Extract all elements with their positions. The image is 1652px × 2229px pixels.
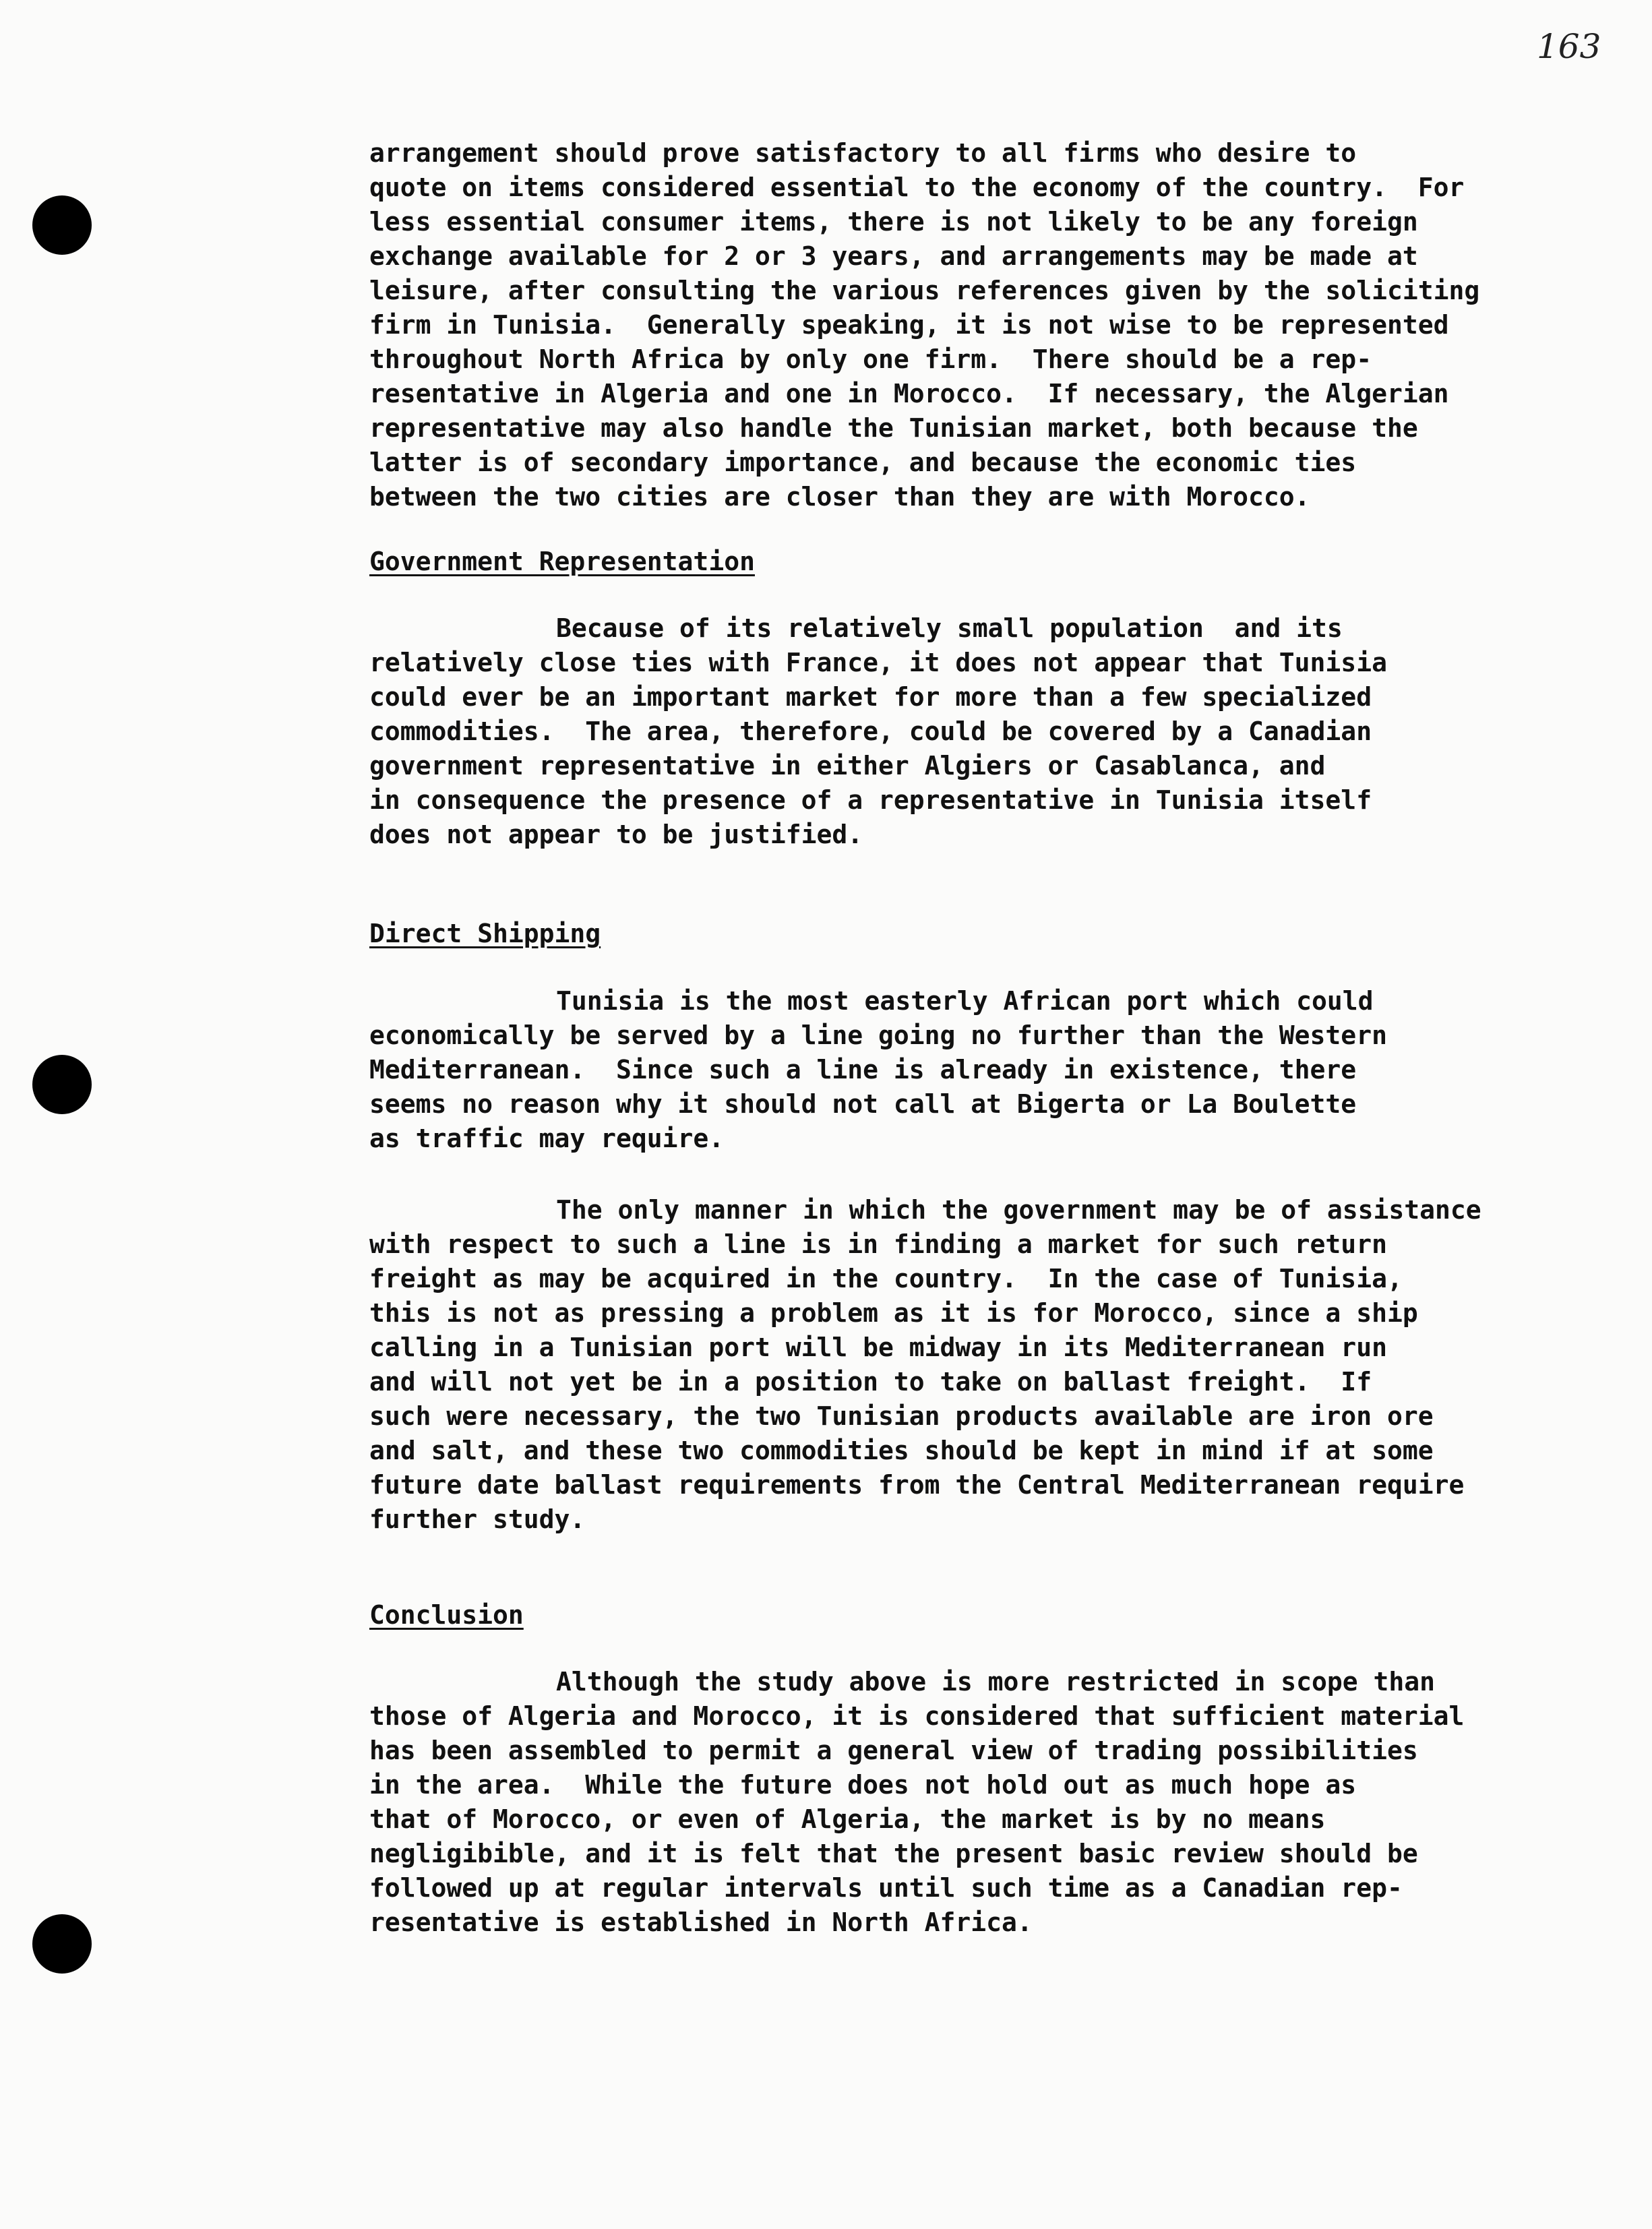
body-line: economically be served by a line going no further than the Western	[369, 1020, 1387, 1050]
page-number: 163	[1537, 27, 1601, 66]
body-line: does not appear to be justified.	[369, 820, 863, 849]
body-line: has been assembled to permit a general view of trading possibilities	[369, 1736, 1418, 1765]
body-line: less essential consumer items, there is not likely to be any foreign	[369, 207, 1418, 237]
body-line: Because of its relatively small population and its	[556, 613, 1343, 643]
body-line: as traffic may require.	[369, 1124, 725, 1153]
body-line: throughout North Africa by only one firm. There should be a rep-	[369, 344, 1372, 374]
body-line: exchange available for 2 or 3 years, and arrangements may be made at	[369, 241, 1418, 271]
body-line: seems no reason why it should not call at Bigerta or La Boulette	[369, 1089, 1357, 1119]
body-line: between the two cities are closer than they are with Morocco.	[369, 482, 1310, 512]
body-line: those of Algeria and Morocco, it is considered that sufficient material	[369, 1701, 1465, 1731]
punch-hole-bottom	[32, 1914, 92, 1974]
body-line: The only manner in which the government may be of assistance	[556, 1195, 1481, 1225]
section-heading-conclusion: Conclusion	[369, 1600, 524, 1630]
body-line: government representative in either Algiers or Casablanca, and	[369, 751, 1326, 781]
body-line: that of Morocco, or even of Algeria, the market is by no means	[369, 1804, 1326, 1834]
body-line: arrangement should prove satisfactory to all firms who desire to	[369, 138, 1357, 168]
body-line: freight as may be acquired in the country. In the case of Tunisia,	[369, 1264, 1403, 1293]
body-line: Tunisia is the most easterly African port which could	[556, 986, 1374, 1016]
body-line: further study.	[369, 1504, 586, 1534]
body-line: firm in Tunisia. Generally speaking, it is not wise to be represented	[369, 310, 1449, 340]
section-heading-government-representation: Government Representation	[369, 547, 755, 576]
body-line: this is not as pressing a problem as it is for Morocco, since a ship	[369, 1298, 1418, 1328]
body-line: such were necessary, the two Tunisian products available are iron ore	[369, 1401, 1434, 1431]
body-line: Although the study above is more restricted in scope than	[556, 1667, 1436, 1697]
body-line: leisure, after consulting the various references given by the soliciting	[369, 276, 1480, 305]
section-heading-direct-shipping: Direct Shipping	[369, 919, 601, 948]
punch-hole-middle	[32, 1055, 92, 1114]
body-line: commodities. The area, therefore, could be covered by a Canadian	[369, 716, 1372, 746]
body-line: and will not yet be in a position to take on ballast freight. If	[369, 1367, 1372, 1397]
body-line: future date ballast requirements from the Central Mediterranean require	[369, 1470, 1465, 1500]
punch-hole-top	[32, 195, 92, 255]
body-line: latter is of secondary importance, and because the economic ties	[369, 448, 1357, 477]
body-line: with respect to such a line is in finding a market for such return	[369, 1229, 1387, 1259]
body-line: resentative in Algeria and one in Morocco. If necessary, the Algerian	[369, 379, 1449, 408]
body-line: resentative is established in North Africa.	[369, 1907, 1033, 1937]
body-line: followed up at regular intervals until such time as a Canadian rep-	[369, 1873, 1403, 1903]
body-line: relatively close ties with France, it does not appear that Tunisia	[369, 648, 1387, 677]
body-line: in consequence the presence of a representative in Tunisia itself	[369, 785, 1372, 815]
body-line: representative may also handle the Tunisian market, both because the	[369, 413, 1418, 443]
body-line: could ever be an important market for more than a few specialized	[369, 682, 1372, 712]
body-line: calling in a Tunisian port will be midway in its Mediterranean run	[369, 1333, 1387, 1362]
body-line: in the area. While the future does not hold out as much hope as	[369, 1770, 1357, 1800]
body-line: and salt, and these two commodities should be kept in mind if at some	[369, 1436, 1434, 1465]
body-line: quote on items considered essential to the economy of the country. For	[369, 173, 1465, 202]
body-line: negligibible, and it is felt that the present basic review should be	[369, 1839, 1418, 1868]
body-line: Mediterranean. Since such a line is already in existence, there	[369, 1055, 1357, 1085]
